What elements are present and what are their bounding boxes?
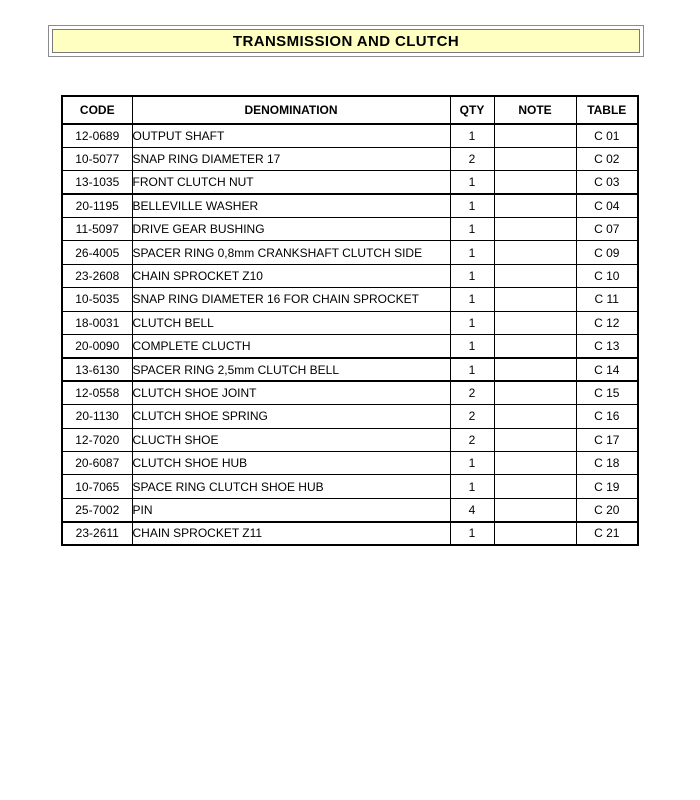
- cell-code: 18-0031: [62, 311, 132, 334]
- table-row: [62, 311, 638, 334]
- cell-note: [494, 194, 576, 217]
- cell-qty: 1: [450, 264, 494, 287]
- cell-qty: 1: [450, 335, 494, 358]
- table-row: [62, 124, 638, 147]
- cell-code: 12-0558: [62, 381, 132, 404]
- cell-code: 10-7065: [62, 475, 132, 498]
- cell-qty: 1: [450, 124, 494, 147]
- cell-qty: 1: [450, 311, 494, 334]
- cell-denomination: SNAP RING DIAMETER 17: [132, 147, 450, 170]
- cell-denomination: CHAIN SPROCKET Z10: [132, 264, 450, 287]
- cell-code: 20-6087: [62, 451, 132, 474]
- cell-code: 13-6130: [62, 358, 132, 381]
- cell-qty: 1: [450, 358, 494, 381]
- cell-table: C 17: [576, 428, 638, 451]
- cell-table: C 09: [576, 241, 638, 264]
- table-row: [62, 475, 638, 498]
- cell-note: [494, 288, 576, 311]
- cell-qty: 1: [450, 218, 494, 241]
- cell-table: C 19: [576, 475, 638, 498]
- column-header-code: CODE: [62, 96, 132, 124]
- cell-denomination: FRONT CLUTCH NUT: [132, 171, 450, 194]
- cell-code: 25-7002: [62, 498, 132, 521]
- cell-code: 12-7020: [62, 428, 132, 451]
- cell-note: [494, 405, 576, 428]
- cell-table: C 07: [576, 218, 638, 241]
- cell-code: 10-5035: [62, 288, 132, 311]
- cell-note: [494, 264, 576, 287]
- cell-table: C 21: [576, 522, 638, 545]
- cell-qty: 2: [450, 381, 494, 404]
- cell-table: C 20: [576, 498, 638, 521]
- cell-code: 23-2608: [62, 264, 132, 287]
- cell-note: [494, 358, 576, 381]
- table-row: [62, 498, 638, 521]
- cell-qty: 4: [450, 498, 494, 521]
- cell-denomination: SPACER RING 2,5mm CLUTCH BELL: [132, 358, 450, 381]
- cell-table: C 14: [576, 358, 638, 381]
- table-row: [62, 381, 638, 404]
- table-row: [62, 171, 638, 194]
- table-row: [62, 335, 638, 358]
- cell-table: C 11: [576, 288, 638, 311]
- cell-denomination: BELLEVILLE WASHER: [132, 194, 450, 217]
- table-row: [62, 405, 638, 428]
- cell-qty: 1: [450, 241, 494, 264]
- cell-table: C 02: [576, 147, 638, 170]
- cell-denomination: CHAIN SPROCKET Z11: [132, 522, 450, 545]
- cell-denomination: DRIVE GEAR BUSHING: [132, 218, 450, 241]
- cell-code: 10-5077: [62, 147, 132, 170]
- cell-note: [494, 218, 576, 241]
- cell-table: C 18: [576, 451, 638, 474]
- column-header-qty: QTY: [450, 96, 494, 124]
- cell-table: C 10: [576, 264, 638, 287]
- parts-table-body: [62, 124, 638, 545]
- cell-table: C 01: [576, 124, 638, 147]
- cell-denomination: SPACE RING CLUTCH SHOE HUB: [132, 475, 450, 498]
- cell-note: [494, 147, 576, 170]
- cell-qty: 1: [450, 522, 494, 545]
- table-row: [62, 451, 638, 474]
- cell-note: [494, 171, 576, 194]
- cell-denomination: OUTPUT SHAFT: [132, 124, 450, 147]
- table-row: [62, 241, 638, 264]
- cell-note: [494, 475, 576, 498]
- table-row: [62, 218, 638, 241]
- cell-denomination: CLUCTH SHOE: [132, 428, 450, 451]
- table-row: [62, 288, 638, 311]
- cell-denomination: COMPLETE CLUCTH: [132, 335, 450, 358]
- cell-table: C 04: [576, 194, 638, 217]
- parts-table: [61, 95, 639, 546]
- cell-note: [494, 428, 576, 451]
- cell-table: C 12: [576, 311, 638, 334]
- cell-table: C 16: [576, 405, 638, 428]
- cell-note: [494, 498, 576, 521]
- cell-denomination: CLUTCH BELL: [132, 311, 450, 334]
- cell-denomination: SPACER RING 0,8mm CRANKSHAFT CLUTCH SIDE: [132, 241, 450, 264]
- cell-denomination: SNAP RING DIAMETER 16 FOR CHAIN SPROCKET: [132, 288, 450, 311]
- cell-qty: 1: [450, 171, 494, 194]
- table-row: [62, 428, 638, 451]
- cell-code: 20-1195: [62, 194, 132, 217]
- cell-qty: 1: [450, 194, 494, 217]
- cell-note: [494, 381, 576, 404]
- cell-note: [494, 311, 576, 334]
- cell-denomination: CLUTCH SHOE SPRING: [132, 405, 450, 428]
- table-row: [62, 194, 638, 217]
- column-header-denomination: DENOMINATION: [132, 96, 450, 124]
- column-header-table: TABLE: [576, 96, 638, 124]
- cell-code: 12-0689: [62, 124, 132, 147]
- cell-note: [494, 241, 576, 264]
- cell-qty: 1: [450, 288, 494, 311]
- cell-qty: 2: [450, 147, 494, 170]
- table-row: [62, 147, 638, 170]
- cell-table: C 03: [576, 171, 638, 194]
- cell-code: 11-5097: [62, 218, 132, 241]
- cell-code: 26-4005: [62, 241, 132, 264]
- cell-table: C 13: [576, 335, 638, 358]
- cell-code: 13-1035: [62, 171, 132, 194]
- cell-denomination: CLUTCH SHOE JOINT: [132, 381, 450, 404]
- cell-table: C 15: [576, 381, 638, 404]
- table-row: [62, 358, 638, 381]
- cell-qty: 2: [450, 405, 494, 428]
- cell-code: 20-1130: [62, 405, 132, 428]
- cell-qty: 2: [450, 428, 494, 451]
- cell-denomination: CLUTCH SHOE HUB: [132, 451, 450, 474]
- table-row: [62, 264, 638, 287]
- cell-code: 23-2611: [62, 522, 132, 545]
- cell-qty: 1: [450, 451, 494, 474]
- cell-note: [494, 451, 576, 474]
- column-header-note: NOTE: [494, 96, 576, 124]
- table-row: [62, 522, 638, 545]
- cell-note: [494, 335, 576, 358]
- cell-note: [494, 124, 576, 147]
- table-header-row: [62, 96, 638, 124]
- page-title: TRANSMISSION AND CLUTCH: [52, 29, 640, 53]
- cell-denomination: PIN: [132, 498, 450, 521]
- cell-qty: 1: [450, 475, 494, 498]
- cell-note: [494, 522, 576, 545]
- title-frame: [48, 25, 644, 57]
- cell-code: 20-0090: [62, 335, 132, 358]
